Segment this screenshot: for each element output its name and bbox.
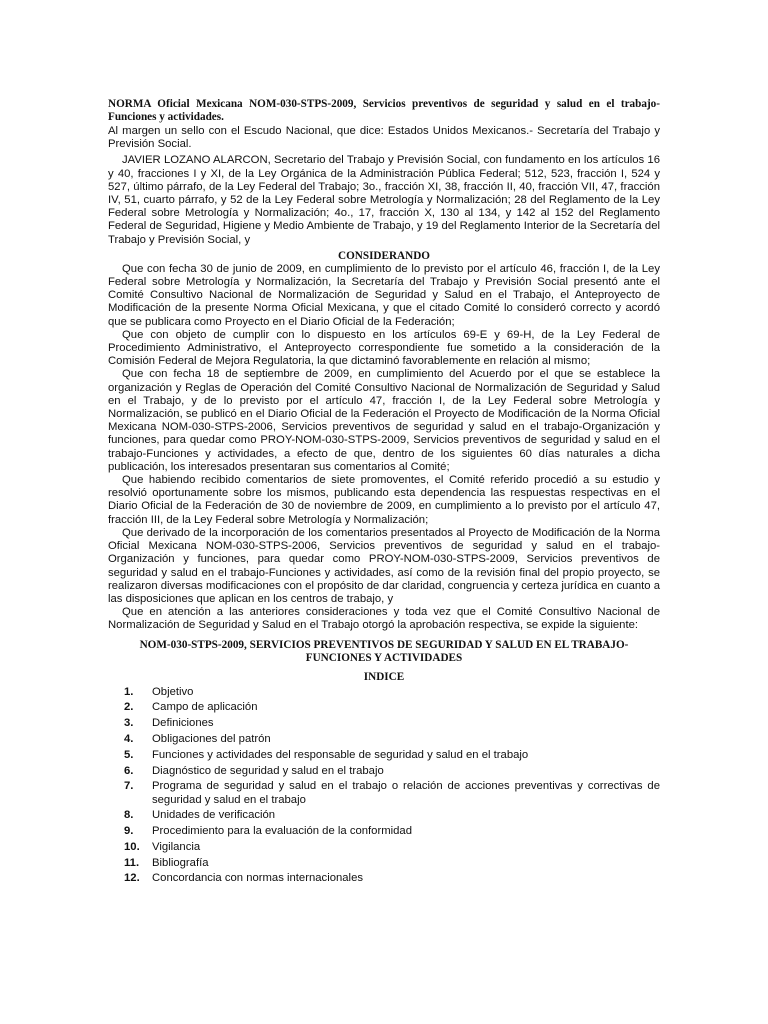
index-number: 1. [124, 685, 134, 698]
index-label: Procedimiento para la evaluación de la conformidad [152, 825, 412, 838]
index-item [108, 749, 660, 762]
index-label: Bibliografía [152, 856, 209, 869]
index-number: 5. [124, 748, 134, 761]
index-label: Unidades de verificación [152, 809, 276, 822]
index-label: Objetivo [152, 685, 194, 698]
seal-note: Al margen un sello con el Escudo Nacional, que dice: Estados Unidos Mexicanos.- Secretaría del Trabajo y Previsión Social. [108, 125, 660, 151]
index-number: 6. [124, 764, 134, 777]
index-number: 12. [124, 872, 140, 885]
index-number: 7. [124, 780, 134, 793]
norm-heading: NOM-030-STPS-2009, SERVICIOS PREVENTIVOS DE SEGURIDAD Y SALUD EN EL TRABAJO-FUNCIONES Y ACTIVIDADES [139, 638, 629, 664]
index-list [108, 686, 660, 886]
index-number: 9. [124, 825, 134, 838]
index-label: Definiciones [152, 717, 214, 730]
index-number: 3. [124, 717, 134, 730]
index-number: 2. [124, 701, 134, 714]
index-item [108, 809, 660, 822]
index-item [108, 701, 660, 714]
index-item [108, 765, 660, 778]
index-item [108, 872, 660, 885]
index-number: 11. [124, 856, 140, 869]
index-label: Campo de aplicación [152, 701, 258, 714]
considerando-paragraph: Que habiendo recibido comentarios de siete promoventes, el Comité referido procedió a su estudio y resolvió oportunamente sobre los mismos, publicando esta dependencia las respuestas respectivas en el Diario Oficial de la Federación de 30 de noviembre de 2009, en cumplimiento a lo previsto por el artículo 47, fracción III, de la Ley Federal sobre Metrología y Normalización; [108, 474, 660, 526]
considerando-paragraph: Que derivado de la incorporación de los comentarios presentados al Proyecto de Modificación de la Norma Oficial Mexicana NOM-030-STPS-2006, Servicios preventivos de seguridad y salud en el trabajo-Organización y funciones, para quedar como PROY-NOM-030-STPS-2009, Servicios preventivos de seguridad y salud en el trabajo-Funciones y actividades, así como de la revisión final del propio proyecto, se realizaron diversas modificaciones con el propósito de dar claridad, congruencia y certeza jurídica en cuanto a las disposiciones que aplican en los centros de trabajo, y [108, 526, 660, 605]
index-item [108, 686, 660, 699]
index-label: Vigilancia [152, 840, 201, 853]
index-item [108, 857, 660, 870]
preamble-paragraph: JAVIER LOZANO ALARCON, Secretario del Trabajo y Previsión Social, con fundamento en los artículos 16 y 40, fracciones I y XI, de la Ley Orgánica de la Administración Pública Federal; 512, 523, fracción I, 524 y 527, último párrafo, de la Ley Federal del Trabajo; 3o., fracción XI, 38, fracción II, 40, fracción VII, 47, fracción IV, 51, cuarto párrafo, y 52 de la Ley Federal sobre Metrología y Normalización; 28 del Reglamento de la Ley Federal sobre Metrología y Normalización; 4o., 17, fracción X, 130 al 134, y 142 al 152 del Reglamento Federal de Seguridad, Higiene y Medio Ambiente de Trabajo, y 19 del Reglamento Interior de la Secretaría del Trabajo y Previsión Social, y [108, 154, 660, 246]
index-item [108, 841, 660, 854]
document-title: NORMA Oficial Mexicana NOM-030-STPS-2009, Servicios preventivos de seguridad y salud en el trabajo-Funciones y actividades. [108, 98, 660, 123]
index-label: Obligaciones del patrón [152, 732, 271, 745]
index-label: Programa de seguridad y salud en el trabajo o relación de acciones preventivas y correctivas de seguridad y salud en el trabajo [152, 780, 660, 806]
index-label: Concordancia con normas internacionales [152, 872, 363, 885]
considerando-paragraph: Que con fecha 30 de junio de 2009, en cumplimiento de lo previsto por el artículo 46, fracción I, de la Ley Federal sobre Metrología y Normalización, la Secretaría del Trabajo y Previsión Social presentó ante el Comité Consultivo Nacional de Normalización de Seguridad y Salud en el Trabajo, el Anteproyecto de Modificación de la presente Norma Oficial Mexicana, y que el citado Comité lo consideró correcto y acordó que se publicara como Proyecto en el Diario Oficial de la Federación; [108, 262, 660, 328]
index-item [108, 780, 660, 806]
considerando-paragraph: Que en atención a las anteriores consideraciones y toda vez que el Comité Consultivo Nacional de Normalización de Seguridad y Salud en el Trabajo otorgó la aprobación respectiva, se expide la siguiente: [108, 606, 660, 632]
index-item [108, 825, 660, 838]
index-label: Diagnóstico de seguridad y salud en el trabajo [152, 764, 384, 777]
indice-heading: INDICE [363, 670, 405, 683]
index-number: 8. [124, 809, 134, 822]
index-number: 10. [124, 840, 140, 853]
index-number: 4. [124, 732, 134, 745]
considerando-paragraph: Que con objeto de cumplir con lo dispuesto en los artículos 69-E y 69-H, de la Ley Federal de Procedimiento Administrativo, el Anteproyecto correspondiente fue sometido a la consideración de la Comisión Federal de Mejora Regulatoria, la que dictaminó favorablemente en relación al mismo; [108, 328, 660, 368]
index-label: Funciones y actividades del responsable de seguridad y salud en el trabajo [152, 748, 529, 761]
index-item [108, 733, 660, 746]
index-item [108, 717, 660, 730]
considerando-heading: CONSIDERANDO [338, 249, 430, 262]
considerando-paragraph: Que con fecha 18 de septiembre de 2009, en cumplimiento del Acuerdo por el que se establece la organización y Reglas de Operación del Comité Consultivo Nacional de Normalización de Seguridad y Salud en el Trabajo, y de lo previsto por el artículo 47, fracción I, de la Ley Federal sobre Metrología y Normalización, se publicó en el Diario Oficial de la Federación el Proyecto de Modificación de la Norma Oficial Mexicana NOM-030-STPS-2006, Servicios preventivos de seguridad y salud en el trabajo-Organización y funciones, para quedar como PROY-NOM-030-STPS-2009, Servicios preventivos de seguridad y salud en el trabajo-Funciones y actividades, a efecto de que, dentro de los siguientes 60 días naturales a dicha publicación, los interesados presentaran sus comentarios al Comité; [108, 368, 660, 473]
